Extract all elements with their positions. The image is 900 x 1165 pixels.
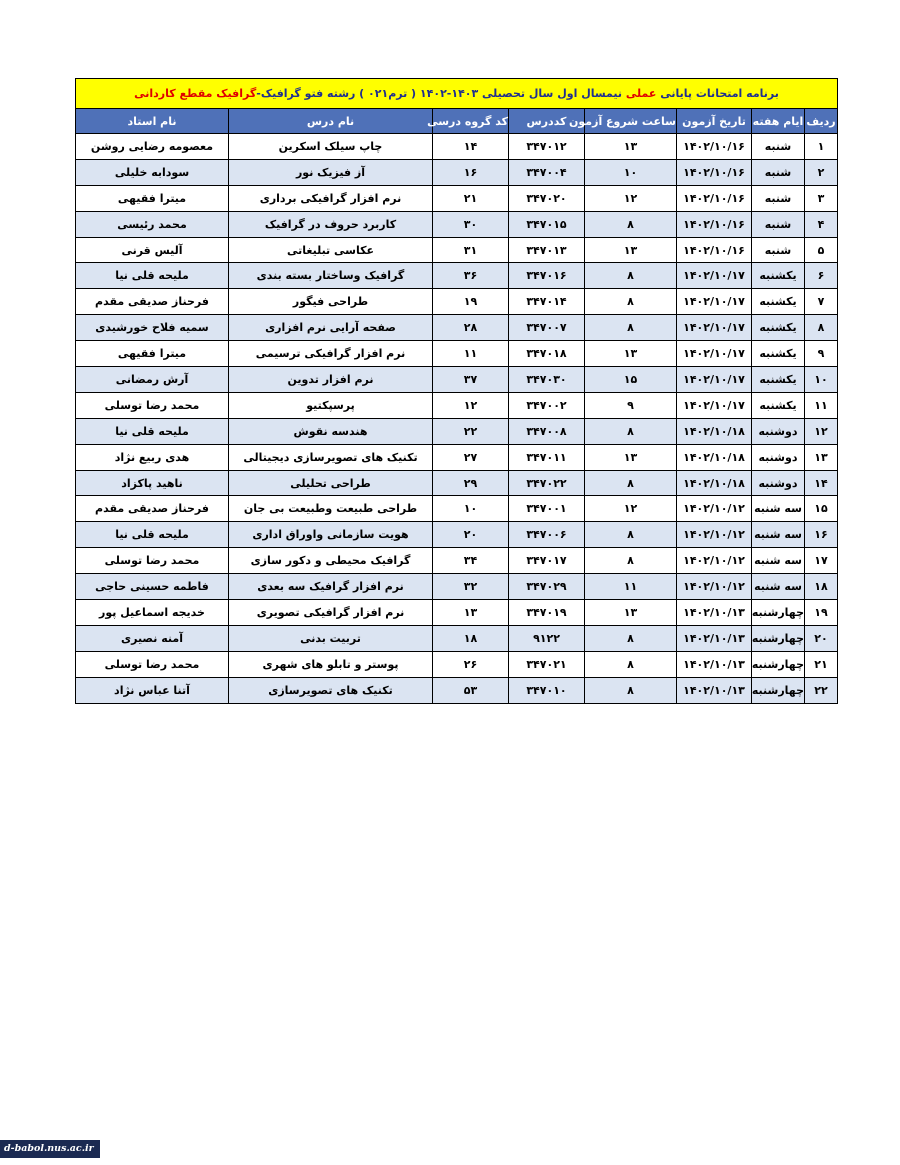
cell-course-code: ۳۴۷۰۲۲ (509, 470, 585, 496)
column-header-course-name: نام درس (229, 109, 433, 134)
cell-instructor-name: محمد رئیسی (76, 211, 229, 237)
cell-course-code: ۳۴۷۰۱۵ (509, 211, 585, 237)
cell-start-time: ۸ (585, 470, 677, 496)
title-part-1: برنامه امتحانات پایانی (660, 87, 779, 100)
cell-exam-date: ۱۴۰۲/۱۰/۱۳ (677, 625, 752, 651)
column-header-start-time: ساعت شروع آزمون (585, 109, 677, 134)
cell-row-number: ۱ (805, 134, 838, 160)
cell-exam-date: ۱۴۰۲/۱۰/۱۶ (677, 211, 752, 237)
table-row (76, 392, 838, 418)
cell-course-code: ۳۴۷۰۳۰ (509, 367, 585, 393)
cell-exam-date: ۱۴۰۲/۱۰/۱۸ (677, 444, 752, 470)
cell-weekday: چهارشنبه (752, 625, 805, 651)
cell-start-time: ۸ (585, 418, 677, 444)
cell-exam-date: ۱۴۰۲/۱۰/۱۲ (677, 522, 752, 548)
table-row (76, 341, 838, 367)
cell-weekday: چهارشنبه (752, 677, 805, 703)
cell-course-name: پوستر و تابلو های شهری (229, 651, 433, 677)
column-header-exam-date: تاریخ آزمون (677, 109, 752, 134)
cell-group-code: ۲۷ (433, 444, 509, 470)
cell-course-name: نرم افزار گرافیکی تصویری (229, 600, 433, 626)
cell-course-code: ۹۱۲۲ (509, 625, 585, 651)
cell-row-number: ۹ (805, 341, 838, 367)
cell-course-name: گرافیک محیطی و دکور سازی (229, 548, 433, 574)
cell-course-code: ۳۴۷۰۱۷ (509, 548, 585, 574)
table-row (76, 263, 838, 289)
cell-row-number: ۲۱ (805, 651, 838, 677)
column-header-course-code: کددرس (509, 109, 585, 134)
cell-weekday: شنبه (752, 237, 805, 263)
cell-start-time: ۸ (585, 548, 677, 574)
cell-weekday: یکشنبه (752, 392, 805, 418)
cell-course-code: ۳۴۷۰۰۷ (509, 315, 585, 341)
column-header-row-number: ردیف (805, 109, 838, 134)
cell-row-number: ۷ (805, 289, 838, 315)
cell-instructor-name: محمد رضا توسلی (76, 548, 229, 574)
cell-weekday: شنبه (752, 134, 805, 160)
cell-start-time: ۱۳ (585, 444, 677, 470)
cell-group-code: ۳۷ (433, 367, 509, 393)
column-header-instructor-name: نام استاد (76, 109, 229, 134)
cell-exam-date: ۱۴۰۲/۱۰/۱۶ (677, 134, 752, 160)
cell-course-code: ۳۴۷۰۱۱ (509, 444, 585, 470)
cell-start-time: ۱۲ (585, 496, 677, 522)
cell-row-number: ۱۱ (805, 392, 838, 418)
cell-instructor-name: خدیجه اسماعیل پور (76, 600, 229, 626)
cell-exam-date: ۱۴۰۲/۱۰/۱۳ (677, 651, 752, 677)
cell-start-time: ۱۱ (585, 574, 677, 600)
table-body (76, 134, 838, 704)
cell-group-code: ۲۲ (433, 418, 509, 444)
cell-group-code: ۲۰ (433, 522, 509, 548)
cell-exam-date: ۱۴۰۲/۱۰/۱۶ (677, 185, 752, 211)
cell-start-time: ۸ (585, 211, 677, 237)
cell-start-time: ۸ (585, 315, 677, 341)
cell-exam-date: ۱۴۰۲/۱۰/۱۷ (677, 341, 752, 367)
cell-row-number: ۸ (805, 315, 838, 341)
exam-schedule-table (75, 78, 838, 704)
table-row (76, 548, 838, 574)
cell-group-code: ۳۴ (433, 548, 509, 574)
cell-weekday: دوشنبه (752, 444, 805, 470)
cell-course-code: ۳۴۷۰۱۶ (509, 263, 585, 289)
cell-group-code: ۱۸ (433, 625, 509, 651)
cell-course-code: ۳۴۷۰۱۴ (509, 289, 585, 315)
cell-weekday: سه شنبه (752, 548, 805, 574)
column-header-weekday: ایام هفته (752, 109, 805, 134)
cell-course-name: نرم افزار گرافیک سه بعدی (229, 574, 433, 600)
cell-instructor-name: آتنا عباس نژاد (76, 677, 229, 703)
cell-weekday: سه شنبه (752, 574, 805, 600)
cell-course-code: ۳۴۷۰۱۳ (509, 237, 585, 263)
cell-exam-date: ۱۴۰۲/۱۰/۱۲ (677, 496, 752, 522)
cell-instructor-name: ملیحه قلی نیا (76, 522, 229, 548)
table-row (76, 367, 838, 393)
cell-weekday: شنبه (752, 159, 805, 185)
table-row (76, 651, 838, 677)
cell-exam-date: ۱۴۰۲/۱۰/۱۶ (677, 237, 752, 263)
cell-group-code: ۲۸ (433, 315, 509, 341)
cell-weekday: یکشنبه (752, 289, 805, 315)
cell-row-number: ۴ (805, 211, 838, 237)
cell-start-time: ۸ (585, 522, 677, 548)
cell-exam-date: ۱۴۰۲/۱۰/۱۳ (677, 600, 752, 626)
cell-group-code: ۱۳ (433, 600, 509, 626)
cell-course-code: ۳۴۷۰۲۰ (509, 185, 585, 211)
cell-course-name: طراحی فیگور (229, 289, 433, 315)
cell-row-number: ۲۲ (805, 677, 838, 703)
cell-row-number: ۵ (805, 237, 838, 263)
cell-row-number: ۱۴ (805, 470, 838, 496)
cell-start-time: ۱۳ (585, 341, 677, 367)
cell-instructor-name: آمنه نصیری (76, 625, 229, 651)
cell-course-code: ۳۴۷۰۱۲ (509, 134, 585, 160)
cell-weekday: سه شنبه (752, 496, 805, 522)
cell-start-time: ۸ (585, 625, 677, 651)
cell-instructor-name: سودابه خلیلی (76, 159, 229, 185)
cell-weekday: دوشنبه (752, 418, 805, 444)
title-part-3: نیمسال اول سال تحصیلی ۱۴۰۳-۱۴۰۲ ( ترم۰۲۱ ) رشته فتو گرافیک- (256, 87, 623, 100)
cell-start-time: ۹ (585, 392, 677, 418)
cell-weekday: سه شنبه (752, 522, 805, 548)
cell-instructor-name: محمد رضا توسلی (76, 651, 229, 677)
table-row (76, 496, 838, 522)
cell-exam-date: ۱۴۰۲/۱۰/۱۷ (677, 392, 752, 418)
cell-group-code: ۱۹ (433, 289, 509, 315)
exam-schedule-sheet (75, 78, 836, 704)
title-practical-word: عملی (625, 87, 657, 100)
cell-row-number: ۱۶ (805, 522, 838, 548)
cell-row-number: ۱۹ (805, 600, 838, 626)
cell-course-name: هندسه نقوش (229, 418, 433, 444)
cell-weekday: یکشنبه (752, 367, 805, 393)
cell-start-time: ۱۵ (585, 367, 677, 393)
cell-course-name: گرافیک وساختار بسته بندی (229, 263, 433, 289)
cell-course-name: نرم افزار گرافیکی ترسیمی (229, 341, 433, 367)
cell-course-name: عکاسی تبلیغاتی (229, 237, 433, 263)
cell-instructor-name: فاطمه حسینی حاجی (76, 574, 229, 600)
cell-group-code: ۳۰ (433, 211, 509, 237)
site-footer-tag: d-babol.nus.ac.ir (0, 1140, 100, 1158)
table-row (76, 159, 838, 185)
cell-instructor-name: ناهید پاکزاد (76, 470, 229, 496)
cell-group-code: ۱۶ (433, 159, 509, 185)
cell-row-number: ۱۲ (805, 418, 838, 444)
cell-instructor-name: فرحناز صدیقی مقدم (76, 496, 229, 522)
cell-group-code: ۱۲ (433, 392, 509, 418)
cell-group-code: ۲۶ (433, 651, 509, 677)
cell-group-code: ۲۱ (433, 185, 509, 211)
cell-course-name: چاپ سیلک اسکرین (229, 134, 433, 160)
cell-course-code: ۳۴۷۰۰۴ (509, 159, 585, 185)
cell-exam-date: ۱۴۰۲/۱۰/۱۷ (677, 263, 752, 289)
cell-course-name: هویت سازمانی واوراق اداری (229, 522, 433, 548)
cell-course-code: ۳۴۷۰۱۰ (509, 677, 585, 703)
table-row (76, 289, 838, 315)
table-row (76, 574, 838, 600)
cell-start-time: ۱۳ (585, 237, 677, 263)
table-row (76, 418, 838, 444)
cell-group-code: ۲۹ (433, 470, 509, 496)
table-row (76, 522, 838, 548)
cell-exam-date: ۱۴۰۲/۱۰/۱۷ (677, 367, 752, 393)
cell-exam-date: ۱۴۰۲/۱۰/۱۲ (677, 548, 752, 574)
cell-start-time: ۱۳ (585, 134, 677, 160)
cell-course-code: ۳۴۷۰۰۸ (509, 418, 585, 444)
cell-group-code: ۵۳ (433, 677, 509, 703)
cell-weekday: دوشنبه (752, 470, 805, 496)
table-row (76, 315, 838, 341)
table-row (76, 211, 838, 237)
cell-course-code: ۳۴۷۰۰۱ (509, 496, 585, 522)
table-row (76, 625, 838, 651)
cell-weekday: چهارشنبه (752, 600, 805, 626)
cell-group-code: ۳۱ (433, 237, 509, 263)
cell-course-code: ۳۴۷۰۱۸ (509, 341, 585, 367)
cell-start-time: ۸ (585, 289, 677, 315)
cell-weekday: یکشنبه (752, 315, 805, 341)
cell-instructor-name: میترا فقیهی (76, 185, 229, 211)
cell-row-number: ۱۳ (805, 444, 838, 470)
cell-instructor-name: میترا فقیهی (76, 341, 229, 367)
cell-row-number: ۱۷ (805, 548, 838, 574)
cell-course-name: طراحی تحلیلی (229, 470, 433, 496)
cell-instructor-name: معصومه رضایی روشن (76, 134, 229, 160)
cell-weekday: یکشنبه (752, 341, 805, 367)
cell-exam-date: ۱۴۰۲/۱۰/۱۸ (677, 418, 752, 444)
cell-instructor-name: ملیحه قلی نیا (76, 263, 229, 289)
table-row (76, 470, 838, 496)
cell-row-number: ۱۵ (805, 496, 838, 522)
cell-course-name: تکنیک های تصویرسازی دیجیتالی (229, 444, 433, 470)
header-row (76, 109, 838, 134)
cell-course-name: تربیت بدنی (229, 625, 433, 651)
table-row (76, 677, 838, 703)
cell-start-time: ۸ (585, 263, 677, 289)
table-row (76, 185, 838, 211)
cell-instructor-name: هدی ربیع نژاد (76, 444, 229, 470)
cell-row-number: ۱۸ (805, 574, 838, 600)
cell-group-code: ۱۰ (433, 496, 509, 522)
table-row (76, 134, 838, 160)
table-row (76, 444, 838, 470)
cell-group-code: ۱۴ (433, 134, 509, 160)
title-part-4: گرافیک مقطع کاردانی (134, 87, 257, 100)
cell-group-code: ۱۱ (433, 341, 509, 367)
cell-start-time: ۸ (585, 677, 677, 703)
cell-exam-date: ۱۴۰۲/۱۰/۱۶ (677, 159, 752, 185)
cell-course-code: ۳۴۷۰۰۲ (509, 392, 585, 418)
cell-course-name: صفحه آرایی نرم افزاری (229, 315, 433, 341)
cell-weekday: شنبه (752, 211, 805, 237)
cell-course-name: آز فیزیک نور (229, 159, 433, 185)
cell-exam-date: ۱۴۰۲/۱۰/۱۲ (677, 574, 752, 600)
cell-weekday: یکشنبه (752, 263, 805, 289)
cell-course-name: پرسپکتیو (229, 392, 433, 418)
cell-course-name: تکنیک های تصویرسازی (229, 677, 433, 703)
cell-start-time: ۱۲ (585, 185, 677, 211)
cell-course-code: ۳۴۷۰۱۹ (509, 600, 585, 626)
cell-instructor-name: آرش رمضانی (76, 367, 229, 393)
cell-course-code: ۳۴۷۰۰۶ (509, 522, 585, 548)
cell-course-name: کاربرد حروف در گرافیک (229, 211, 433, 237)
cell-weekday: چهارشنبه (752, 651, 805, 677)
cell-instructor-name: فرحناز صدیقی مقدم (76, 289, 229, 315)
cell-weekday: شنبه (752, 185, 805, 211)
table-row (76, 237, 838, 263)
cell-row-number: ۳ (805, 185, 838, 211)
cell-exam-date: ۱۴۰۲/۱۰/۱۸ (677, 470, 752, 496)
cell-row-number: ۲ (805, 159, 838, 185)
cell-start-time: ۱۰ (585, 159, 677, 185)
cell-course-name: نرم افزار گرافیکی برداری (229, 185, 433, 211)
column-header-group-code: کد گروه درسی (433, 109, 509, 134)
cell-group-code: ۳۲ (433, 574, 509, 600)
cell-course-code: ۳۴۷۰۲۹ (509, 574, 585, 600)
cell-instructor-name: سمیه فلاح خورشیدی (76, 315, 229, 341)
cell-group-code: ۳۶ (433, 263, 509, 289)
cell-exam-date: ۱۴۰۲/۱۰/۱۷ (677, 289, 752, 315)
cell-row-number: ۶ (805, 263, 838, 289)
cell-instructor-name: آلیس قرنی (76, 237, 229, 263)
cell-course-code: ۳۴۷۰۲۱ (509, 651, 585, 677)
cell-row-number: ۱۰ (805, 367, 838, 393)
cell-exam-date: ۱۴۰۲/۱۰/۱۳ (677, 677, 752, 703)
cell-start-time: ۱۳ (585, 600, 677, 626)
cell-course-name: نرم افزار تدوین (229, 367, 433, 393)
cell-course-name: طراحی طبیعت وطبیعت بی جان (229, 496, 433, 522)
cell-instructor-name: ملیحه قلی نیا (76, 418, 229, 444)
cell-start-time: ۸ (585, 651, 677, 677)
cell-row-number: ۲۰ (805, 625, 838, 651)
table-row (76, 600, 838, 626)
title-row (76, 79, 838, 109)
cell-instructor-name: محمد رضا توسلی (76, 392, 229, 418)
cell-exam-date: ۱۴۰۲/۱۰/۱۷ (677, 315, 752, 341)
schedule-title (76, 79, 838, 109)
